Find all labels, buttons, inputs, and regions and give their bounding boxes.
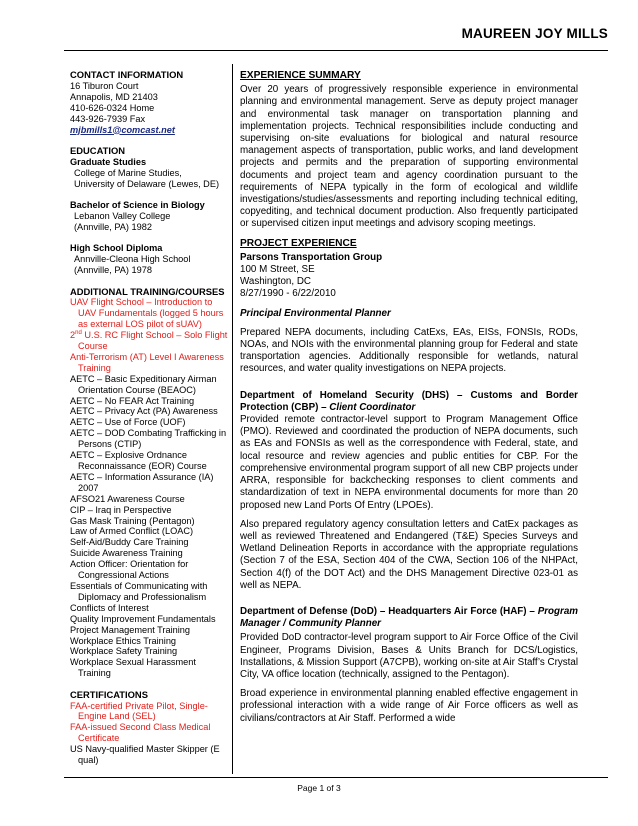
certifications-heading: CERTIFICATIONS — [70, 688, 148, 700]
dhs-paragraph: Also prepared regulatory agency consultation letters and CatEx packages as well as reviewed Threatened and Endangered (T&E) Species Surveys and Wetland Delineation Reports in accordance with the appropriate regulations (Section 7 of the ESA, Section 404 of the CWA, Section 106 of the NHPAct, Section 4(f) of the DOT Act) and the DHS Management Directive 023-01 as well as NEPA. — [240, 518, 578, 591]
training-item: Project Management Training — [70, 624, 191, 635]
contact-line: Annapolis, MD 21403 — [70, 91, 158, 102]
training-item: Workplace Sexual Harassment Training — [70, 657, 196, 679]
graduate-line: College of Marine Studies, — [74, 167, 182, 178]
training-item: Essentials of Communicating with Diplomacy and Professionalism — [70, 580, 208, 602]
training-item: Gas Mask Training (Pentagon) — [70, 515, 195, 526]
employer-address-line: 100 M Street, SE — [240, 264, 315, 276]
training-item: UAV Flight School – Introduction to UAV Fundamentals (logged 5 hours as external LOS pilot of sUAV) — [70, 297, 224, 330]
dhs-title: Department of Homeland Security (DHS) – Customs and Border Protection (CBP) – — [240, 389, 578, 413]
resume-name: MAUREEN JOY MILLS — [461, 26, 608, 41]
certification-item: FAA-certified Private Pilot, Single-Engine Land (SEL) — [70, 700, 208, 722]
dod-paragraph: Provided DoD contractor-level program support to Air Force Office of the Civil Engineer, Programs Division, Bases & Units Branch for DCS/Logistics, Installations, & Mission Support (A7CPB), working on-site at Air Staff’s Crystal City, VA office location (technically, assigned to the Pentagon). — [240, 632, 578, 680]
email-link[interactable]: mjbmills1@comcast.net — [70, 124, 175, 135]
bachelor-title: Bachelor of Science in Biology — [70, 200, 205, 211]
training-item: AETC – No FEAR Act Training — [70, 395, 195, 406]
training-item: Self-Aid/Buddy Care Training — [70, 537, 189, 548]
footer-rule — [64, 777, 608, 778]
dod-heading — [240, 606, 578, 630]
bachelor-line: (Annville, PA) 1982 — [74, 221, 152, 232]
role-description: Prepared NEPA documents, including CatExs, EAs, EISs, FONSIs, RODs, NOAs, and NOIs with the environmental planning group for Federal and state transportation agencies. Additionally responsible for wetlands, natural resources, and water quality investigations on NEPA projects. — [240, 326, 578, 375]
dod-role: Program Manager / Community Planner — [240, 605, 578, 630]
training-item: Quality Improvement Fundamentals — [70, 613, 216, 624]
dod-title: Department of Defense (DoD) – Headquarters Air Force (HAF) – — [240, 605, 538, 617]
column-divider — [232, 64, 233, 774]
experience-summary-heading: EXPERIENCE SUMMARY — [240, 70, 361, 81]
training-item: Conflicts of Interest — [70, 602, 149, 613]
dod-paragraph: Broad experience in environmental planning enabled effective engagement in professional interaction with a wide range of Air Force officers as well as civilians/contractors at Air Staff. Performed a wide — [240, 688, 578, 724]
header-rule — [64, 50, 608, 51]
dhs-paragraph: Provided remote contractor-level support to Program Management Office (PMO). Reviewed and coordinated the production of NEPA documents, such as EAs and FONSIs as well as the correspondence with Federal, state, and local resource and review agencies and public entities for CBP. For the comprehensive environmental program support of all new CBP projects under ARRA, responsible for backchecking responses to client comments and standardization of text in NEPA environmental documents for more than 20 proposed new Land Ports Of Entry (LPOEs). — [240, 414, 578, 511]
highschool-line: Annville-Cleona High School — [74, 254, 191, 265]
training-item: CIP – Iraq in Perspective — [70, 504, 172, 515]
highschool-line: (Annville, PA) 1978 — [74, 265, 152, 276]
training-item: AETC – Privacy Act (PA) Awareness — [70, 406, 218, 417]
contact-heading: CONTACT INFORMATION — [70, 69, 184, 80]
training-item: AETC – Basic Expeditionary Airman Orientation Course (BEAOC) — [70, 373, 217, 395]
training-item: AETC – Information Assurance (IA) 2007 — [70, 471, 214, 493]
ordinal-suffix: nd — [75, 330, 82, 337]
employment-dates: 8/27/1990 - 6/22/2010 — [240, 288, 336, 300]
training-item: AETC – DOD Combating Trafficking in Persons (CTIP) — [70, 428, 227, 450]
certification-item: FAA-issued Second Class Medical Certificate — [70, 722, 211, 744]
dhs-role: Client Coordinator — [329, 401, 416, 413]
training-item: Suicide Awareness Training — [70, 548, 183, 559]
highschool-title: High School Diploma — [70, 243, 163, 254]
left-column — [70, 70, 228, 766]
contact-line: 443-926-7939 Fax — [70, 113, 146, 124]
ordinal-number: 2 — [70, 330, 76, 341]
bachelor-line: Lebanon Valley College — [74, 210, 171, 221]
training-item: AETC – Use of Force (UOF) — [70, 417, 186, 428]
training-item: Workplace Safety Training — [70, 646, 178, 657]
training-item: AETC – Explosive Ordnance Reconnaissance (EOR) Course — [70, 450, 207, 471]
training-item — [70, 330, 228, 352]
training-item: Action Officer: Orientation for Congressional Actions — [70, 559, 189, 581]
training-item: Anti-Terrorism (AT) Level I Awareness Training — [70, 351, 224, 373]
right-column — [240, 70, 578, 725]
training-item: Law of Armed Conflict (LOAC) — [70, 526, 194, 537]
page-number: Page 1 of 3 — [297, 783, 341, 793]
experience-summary-text: Over 20 years of progressively responsible experience in environmental planning and environmental management. Serve as deputy project manager and environmental task manager on transportation planning and implementation projects. Technical responsibilities include conducting and supervising on-site evaluations for biological and natural resource management aspects of transportation, public works, and land development projects and permits and the preparation of supporting environmental documents and project team and agency coordination pursuant to the requirements of NEPA typically in the form of ecological and wildlife investigations/studies/assessments and reporting including technical editing, copyediting, and technical document production. Also frequently participated or supervised citizen input meetings and advisory scoping meetings. — [240, 84, 578, 230]
education-heading: EDUCATION — [70, 144, 126, 156]
training-heading: ADDITIONAL TRAINING/COURSES — [70, 285, 225, 297]
project-experience-heading: PROJECT EXPERIENCE — [240, 237, 357, 249]
contact-line: 410-626-0324 Home — [70, 102, 155, 113]
training-item-text: U.S. RC Flight School – Solo Flight Course — [78, 330, 228, 352]
role-title: Principal Environmental Planner — [240, 307, 391, 319]
training-item: AFSO21 Awareness Course — [70, 493, 185, 504]
graduate-line: University of Delaware (Lewes, DE) — [74, 178, 220, 189]
graduate-title: Graduate Studies — [70, 156, 147, 167]
contact-line: 16 Tiburon Court — [70, 80, 139, 91]
certification-item: US Navy-qualified Master Skipper (E qual) — [70, 744, 220, 766]
dhs-heading — [240, 390, 578, 414]
employer-address-line: Washington, DC — [240, 276, 311, 288]
training-item: Workplace Ethics Training — [70, 635, 177, 646]
employer-name: Parsons Transportation Group — [240, 251, 383, 263]
